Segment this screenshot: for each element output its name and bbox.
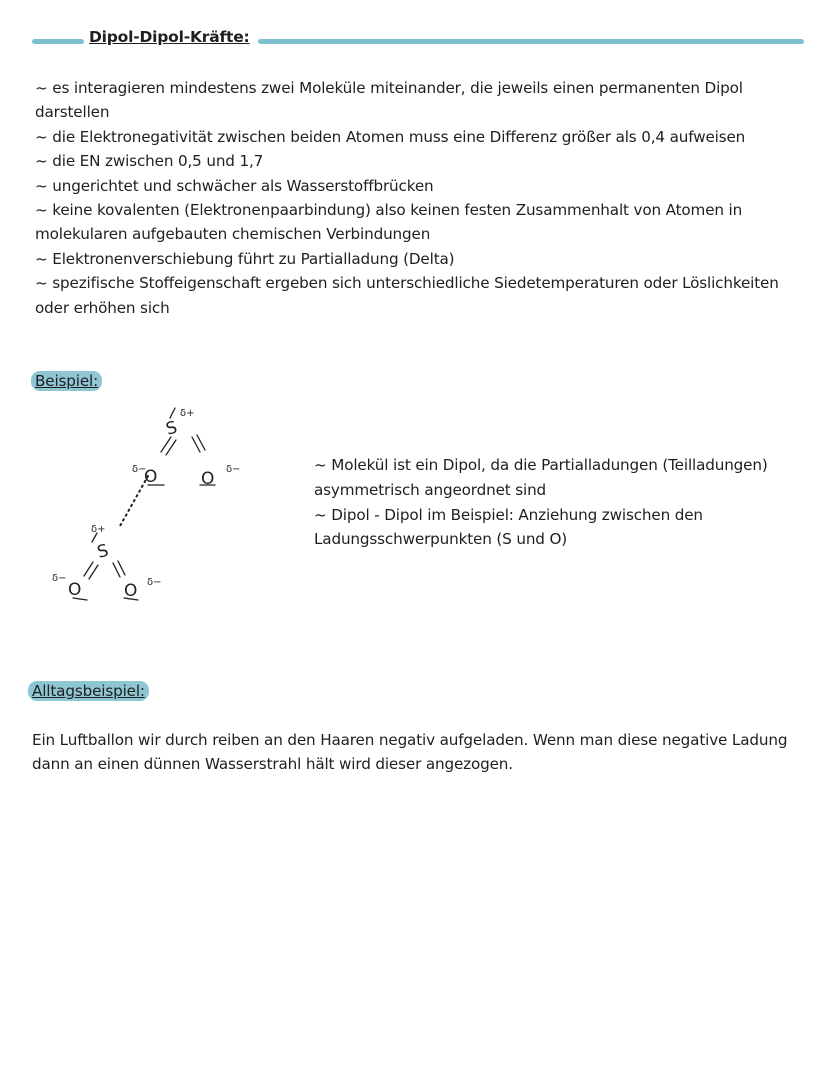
double-bond-line [113,563,120,577]
property-list [35,76,795,320]
heading-rule-right [258,39,804,44]
list-item: ~ Dipol - Dipol im Beispiel: Anziehung zwischen den Ladungsschwerpunkten (S und O) [314,505,703,549]
delta-minus-upper-right: δ− [226,464,241,475]
everyday-example-text: Ein Luftballon wir durch reiben an den Haaren negativ aufgeladen. Wenn man diese negative Ladung dann an einen dünnen Wasserstrahl hält wird dieser angezogen. [32,731,788,774]
oxygen-atom-upper-left: O [144,467,158,487]
list-item: ~ es interagieren mindestens zwei Moleküle miteinander, die jeweils einen permanenten Dipol darstellen [35,79,743,122]
delta-minus-lower-left: δ− [52,573,67,584]
example-explanation [314,453,784,552]
sulfur-atom-upper: S [163,417,180,440]
list-item: ~ die EN zwischen 0,5 und 1,7 [35,152,264,171]
list-item: ~ Elektronenverschiebung führt zu Partialladung (Delta) [35,249,455,268]
delta-plus-upper: δ+ [180,408,195,419]
so2-dipole-diagram [40,392,270,612]
delta-minus-lower-right: δ− [147,577,162,588]
double-bond-line [118,561,125,575]
page-title: Dipol-Dipol-Kräfte: [89,28,250,46]
list-item: ~ keine kovalenten (Elektronenpaarbindung) also keinen festen Zusammenhalt von Atomen in molekularen aufgebauten chemischen Verbindungen [35,201,743,244]
oxygen-atom-upper-right: O [201,469,215,489]
heading-rule-left [32,39,84,44]
section-heading [32,26,804,54]
list-item: ~ ungerichtet und schwächer als Wasserstoffbrücken [35,176,434,195]
oxygen-atom-lower-left: O [68,580,82,600]
list-item: ~ die Elektronegativität zwischen beiden Atomen muss eine Differenz größer als 0,4 aufweisen [35,127,746,146]
oxygen-atom-lower-right: O [124,581,138,601]
list-item: ~ Molekül ist ein Dipol, da die Partialladungen (Teilladungen) asymmetrisch angeordnet sind [314,456,768,499]
example-label: Beispiel: [31,371,102,391]
everyday-example-label: Alltagsbeispiel: [28,681,149,701]
delta-plus-lower: δ+ [91,524,106,535]
lone-pair-stroke [170,408,175,418]
delta-minus-upper-left: δ− [132,464,147,475]
list-item: ~ spezifische Stoffeigenschaft ergeben sich unterschiedliche Siedetemperaturen oder Löslichkeiten oder erhöhen sich [35,274,779,317]
sulfur-atom-lower: S [95,540,111,563]
